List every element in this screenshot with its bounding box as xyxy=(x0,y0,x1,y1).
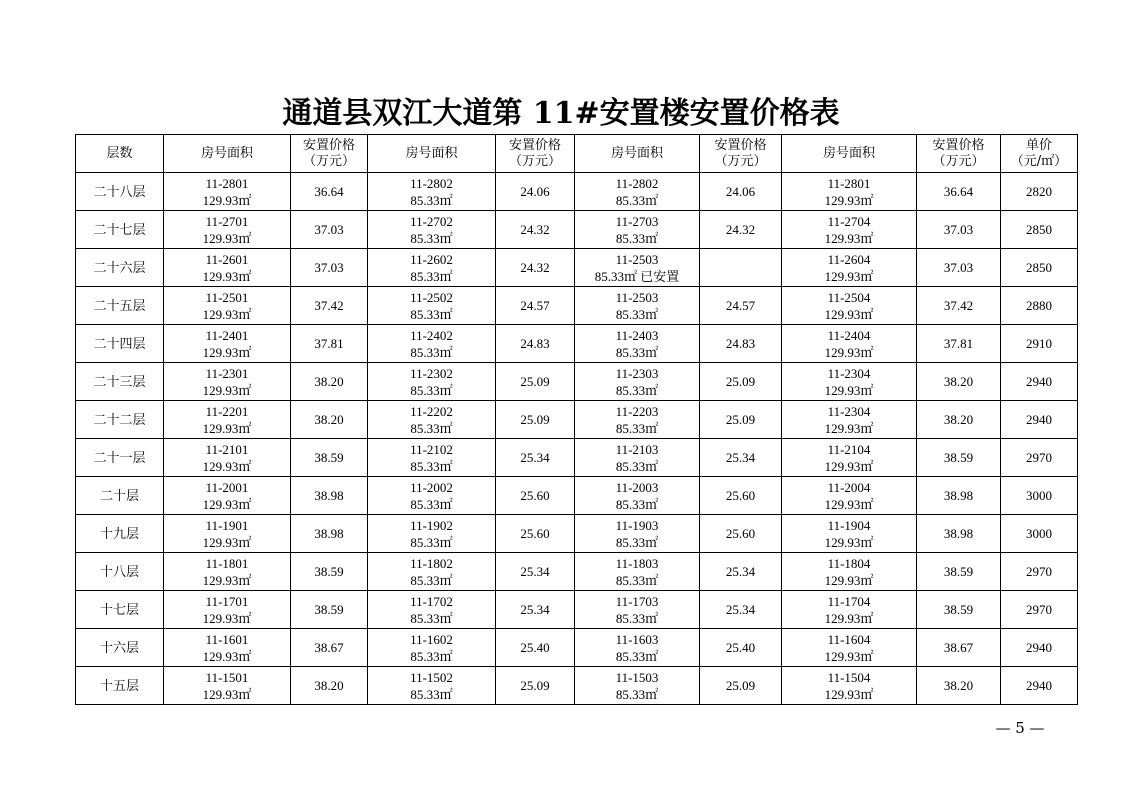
room-number: 11-1903 xyxy=(615,517,659,533)
room-area-cell xyxy=(368,249,496,287)
room-number: 11-2802 xyxy=(615,175,659,191)
room-number: 11-2301 xyxy=(205,365,249,381)
room-area: 129.93㎡ xyxy=(824,306,874,322)
room-number: 11-1601 xyxy=(205,631,249,647)
room-area: 85.33㎡ xyxy=(615,382,659,398)
price-cell: 38.20 xyxy=(917,401,1001,439)
table-row xyxy=(76,363,1078,401)
unit-price-cell: 2970 xyxy=(1001,553,1078,591)
room-number: 11-2702 xyxy=(410,213,453,229)
price-cell: 38.67 xyxy=(917,629,1001,667)
room-area: 129.93㎡ xyxy=(824,230,874,246)
price-cell: 25.34 xyxy=(496,439,575,477)
room-area-cell xyxy=(368,553,496,591)
unit-price-cell: 2940 xyxy=(1001,401,1078,439)
price-cell: 25.34 xyxy=(700,439,782,477)
room-area-cell xyxy=(164,211,291,249)
room-area-cell xyxy=(575,173,700,211)
room-area-cell xyxy=(164,363,291,401)
room-area: 129.93㎡ xyxy=(824,686,874,702)
room-area-cell xyxy=(575,629,700,667)
floor-cell: 二十四层 xyxy=(76,325,164,363)
floor-cell: 十五层 xyxy=(76,667,164,705)
room-number: 11-2704 xyxy=(827,213,871,229)
room-area: 85.33㎡ xyxy=(615,648,659,664)
room-area: 129.93㎡ xyxy=(202,420,252,436)
room-area: 129.93㎡ xyxy=(824,268,874,284)
header-price-line1: 安置价格 xyxy=(714,137,767,153)
price-cell: 24.57 xyxy=(496,287,575,325)
room-area-cell xyxy=(164,515,291,553)
room-area: 129.93㎡ xyxy=(202,686,252,702)
table-row xyxy=(76,667,1078,705)
room-area: 85.33㎡ xyxy=(410,458,453,474)
room-area: 129.93㎡ xyxy=(202,534,252,550)
unit-price-cell: 2970 xyxy=(1001,591,1078,629)
table-header-row xyxy=(76,135,1078,173)
price-cell: 24.83 xyxy=(700,325,782,363)
header-unit-line2: （元/㎡） xyxy=(1010,153,1068,169)
room-number: 11-1501 xyxy=(205,669,249,685)
header-room: 房号面积 xyxy=(368,135,496,173)
header-unit-price xyxy=(1001,135,1078,173)
header-floor: 层数 xyxy=(76,135,164,173)
room-number: 11-1603 xyxy=(615,631,659,647)
price-cell: 24.57 xyxy=(700,287,782,325)
price-cell: 38.59 xyxy=(917,591,1001,629)
room-area-cell xyxy=(368,287,496,325)
price-cell xyxy=(700,249,782,287)
room-area: 129.93㎡ xyxy=(202,496,252,512)
room-area-cell xyxy=(368,667,496,705)
room-number: 11-2304 xyxy=(827,403,871,419)
room-area: 85.33㎡ xyxy=(410,572,453,588)
price-cell: 25.34 xyxy=(496,553,575,591)
table-row xyxy=(76,553,1078,591)
room-area: 129.93㎡ xyxy=(202,610,252,626)
room-area-cell xyxy=(575,553,700,591)
price-cell: 24.83 xyxy=(496,325,575,363)
room-number: 11-2503 xyxy=(615,251,659,267)
room-area: 129.93㎡ xyxy=(824,458,874,474)
price-cell: 25.09 xyxy=(496,667,575,705)
header-room: 房号面积 xyxy=(782,135,917,173)
room-area: 85.33㎡ xyxy=(615,686,659,702)
room-number: 11-2503 xyxy=(615,289,659,305)
price-cell: 38.20 xyxy=(291,667,368,705)
table-body xyxy=(76,173,1078,705)
room-area-cell xyxy=(575,477,700,515)
room-number: 11-2801 xyxy=(827,175,871,191)
price-cell: 24.06 xyxy=(496,173,575,211)
price-cell: 38.59 xyxy=(291,439,368,477)
price-cell: 38.20 xyxy=(291,363,368,401)
table-row xyxy=(76,287,1078,325)
room-number: 11-1701 xyxy=(205,593,249,609)
price-cell: 24.32 xyxy=(496,211,575,249)
price-cell: 38.59 xyxy=(291,553,368,591)
room-area-cell xyxy=(782,477,917,515)
room-area-cell xyxy=(368,439,496,477)
price-cell: 25.60 xyxy=(700,515,782,553)
floor-cell: 十六层 xyxy=(76,629,164,667)
room-area-cell xyxy=(164,667,291,705)
room-area-cell xyxy=(782,667,917,705)
header-price xyxy=(917,135,1001,173)
room-area-cell xyxy=(164,477,291,515)
unit-price-cell: 3000 xyxy=(1001,477,1078,515)
room-area: 129.93㎡ xyxy=(202,230,252,246)
room-area: 85.33㎡ xyxy=(615,534,659,550)
price-cell: 36.64 xyxy=(291,173,368,211)
room-area-cell xyxy=(575,211,700,249)
header-price-line1: 安置价格 xyxy=(932,137,985,153)
room-area-cell xyxy=(782,173,917,211)
table-row xyxy=(76,591,1078,629)
room-area-cell xyxy=(368,363,496,401)
room-area-cell xyxy=(575,363,700,401)
room-area: 129.93㎡ xyxy=(824,534,874,550)
price-cell: 25.60 xyxy=(700,477,782,515)
room-area-cell xyxy=(575,249,700,287)
room-area-cell xyxy=(368,515,496,553)
room-area: 85.33㎡ xyxy=(410,534,453,550)
room-area-cell xyxy=(368,591,496,629)
price-cell: 37.03 xyxy=(917,211,1001,249)
room-area: 85.33㎡ xyxy=(410,268,453,284)
header-price xyxy=(496,135,575,173)
room-number: 11-2802 xyxy=(410,175,453,191)
price-cell: 25.60 xyxy=(496,515,575,553)
room-area: 85.33㎡ xyxy=(410,306,453,322)
room-area-cell xyxy=(164,173,291,211)
header-room: 房号面积 xyxy=(575,135,700,173)
table-row xyxy=(76,325,1078,363)
room-area: 129.93㎡ xyxy=(202,344,252,360)
price-cell: 24.32 xyxy=(700,211,782,249)
table-row xyxy=(76,629,1078,667)
price-cell: 25.60 xyxy=(496,477,575,515)
unit-price-cell: 2880 xyxy=(1001,287,1078,325)
room-area-cell xyxy=(164,439,291,477)
room-area: 85.33㎡ xyxy=(410,192,453,208)
room-area: 85.33㎡ xyxy=(615,230,659,246)
price-cell: 25.09 xyxy=(700,667,782,705)
price-cell: 25.40 xyxy=(700,629,782,667)
room-number: 11-2801 xyxy=(205,175,249,191)
price-cell: 37.42 xyxy=(291,287,368,325)
floor-cell: 二十五层 xyxy=(76,287,164,325)
unit-price-cell: 2940 xyxy=(1001,363,1078,401)
room-area: 129.93㎡ xyxy=(824,496,874,512)
room-area: 129.93㎡ xyxy=(202,382,252,398)
room-number: 11-1502 xyxy=(410,669,453,685)
room-area-cell xyxy=(164,287,291,325)
price-cell: 25.34 xyxy=(700,591,782,629)
room-area-cell xyxy=(782,249,917,287)
room-area-cell xyxy=(575,439,700,477)
header-price-line2: （万元） xyxy=(302,153,355,169)
room-number: 11-2501 xyxy=(205,289,249,305)
room-area-cell xyxy=(575,401,700,439)
room-area: 129.93㎡ xyxy=(824,648,874,664)
room-area: 129.93㎡ xyxy=(202,458,252,474)
unit-price-cell: 2850 xyxy=(1001,211,1078,249)
price-cell: 38.98 xyxy=(917,477,1001,515)
room-area: 85.33㎡ xyxy=(615,420,659,436)
price-cell: 38.67 xyxy=(291,629,368,667)
room-area-cell xyxy=(782,325,917,363)
room-number: 11-2703 xyxy=(615,213,659,229)
room-number: 11-2201 xyxy=(205,403,249,419)
unit-price-cell: 2940 xyxy=(1001,629,1078,667)
floor-cell: 十九层 xyxy=(76,515,164,553)
room-number: 11-1604 xyxy=(827,631,871,647)
price-cell: 24.32 xyxy=(496,249,575,287)
room-number: 11-1803 xyxy=(615,555,659,571)
room-number: 11-2103 xyxy=(615,441,659,457)
page-title: 通道县双江大道第 11#安置楼安置价格表 xyxy=(282,96,840,131)
table-row xyxy=(76,249,1078,287)
price-cell: 38.59 xyxy=(291,591,368,629)
room-area: 85.33㎡ xyxy=(410,686,453,702)
price-cell: 25.09 xyxy=(700,363,782,401)
floor-cell: 十七层 xyxy=(76,591,164,629)
room-area-cell xyxy=(782,211,917,249)
floor-cell: 二十一层 xyxy=(76,439,164,477)
price-cell: 25.09 xyxy=(496,363,575,401)
floor-cell: 二十二层 xyxy=(76,401,164,439)
floor-cell: 二十层 xyxy=(76,477,164,515)
price-cell: 25.09 xyxy=(700,401,782,439)
room-number: 11-1702 xyxy=(410,593,453,609)
room-area: 85.33㎡ xyxy=(615,344,659,360)
room-number: 11-2401 xyxy=(205,327,249,343)
room-area: 85.33㎡ xyxy=(410,344,453,360)
table-row xyxy=(76,401,1078,439)
room-area-cell xyxy=(164,401,291,439)
room-number: 11-2502 xyxy=(410,289,453,305)
room-number: 11-2001 xyxy=(205,479,249,495)
room-area-cell xyxy=(782,591,917,629)
room-area-cell xyxy=(575,667,700,705)
room-area-cell xyxy=(368,325,496,363)
room-area-cell xyxy=(782,439,917,477)
unit-price-cell: 2970 xyxy=(1001,439,1078,477)
header-price-line1: 安置价格 xyxy=(508,137,561,153)
table-row xyxy=(76,515,1078,553)
table-row xyxy=(76,439,1078,477)
header-price xyxy=(291,135,368,173)
price-cell: 38.20 xyxy=(917,363,1001,401)
price-cell: 25.09 xyxy=(496,401,575,439)
room-number: 11-2202 xyxy=(410,403,453,419)
room-area-cell xyxy=(368,401,496,439)
price-cell: 38.98 xyxy=(291,515,368,553)
price-cell: 37.03 xyxy=(291,249,368,287)
room-area: 85.33㎡ xyxy=(410,648,453,664)
room-number: 11-2101 xyxy=(205,441,249,457)
room-area: 129.93㎡ xyxy=(202,306,252,322)
room-area-cell xyxy=(782,629,917,667)
room-number: 11-2303 xyxy=(615,365,659,381)
floor-cell: 二十八层 xyxy=(76,173,164,211)
header-price-line2: （万元） xyxy=(508,153,561,169)
room-number: 11-2102 xyxy=(410,441,453,457)
floor-cell: 二十三层 xyxy=(76,363,164,401)
room-number: 11-2404 xyxy=(827,327,871,343)
unit-price-cell: 2820 xyxy=(1001,173,1078,211)
header-price-line2: （万元） xyxy=(714,153,767,169)
room-number: 11-1902 xyxy=(410,517,453,533)
price-cell: 24.06 xyxy=(700,173,782,211)
price-cell: 37.03 xyxy=(917,249,1001,287)
room-area-cell xyxy=(575,591,700,629)
table-row xyxy=(76,173,1078,211)
room-area-cell xyxy=(164,629,291,667)
price-cell: 36.64 xyxy=(917,173,1001,211)
page-number: — 5 — xyxy=(995,719,1045,737)
header-price xyxy=(700,135,782,173)
room-number: 11-2004 xyxy=(827,479,871,495)
room-area: 129.93㎡ xyxy=(202,268,252,284)
floor-cell: 十八层 xyxy=(76,553,164,591)
room-area: 85.33㎡ xyxy=(615,192,659,208)
header-room: 房号面积 xyxy=(164,135,291,173)
room-number: 11-2203 xyxy=(615,403,659,419)
room-area: 85.33㎡ xyxy=(615,610,659,626)
room-area: 85.33㎡ xyxy=(615,496,659,512)
room-number: 11-1503 xyxy=(615,669,659,685)
floor-cell: 二十七层 xyxy=(76,211,164,249)
room-area: 85.33㎡ xyxy=(615,572,659,588)
table-row xyxy=(76,477,1078,515)
room-number: 11-2002 xyxy=(410,479,453,495)
room-area: 129.93㎡ xyxy=(824,610,874,626)
unit-price-cell: 2850 xyxy=(1001,249,1078,287)
room-number: 11-2701 xyxy=(205,213,249,229)
room-number: 11-2003 xyxy=(615,479,659,495)
header-unit-line1: 单价 xyxy=(1025,137,1052,153)
room-area: 129.93㎡ xyxy=(202,648,252,664)
room-number: 11-2601 xyxy=(205,251,249,267)
room-area: 85.33㎡ xyxy=(410,610,453,626)
price-cell: 37.42 xyxy=(917,287,1001,325)
room-area-cell xyxy=(368,173,496,211)
room-area: 85.33㎡ xyxy=(410,230,453,246)
room-area-cell xyxy=(575,515,700,553)
header-price-line2: （万元） xyxy=(932,153,985,169)
price-table xyxy=(75,134,1078,705)
unit-price-cell: 2940 xyxy=(1001,667,1078,705)
price-cell: 25.40 xyxy=(496,629,575,667)
room-area: 129.93㎡ xyxy=(202,572,252,588)
room-number: 11-1804 xyxy=(827,555,871,571)
room-area: 85.33㎡ xyxy=(615,458,659,474)
room-area-cell xyxy=(368,211,496,249)
price-cell: 37.81 xyxy=(291,325,368,363)
room-area: 129.93㎡ xyxy=(824,572,874,588)
room-number: 11-1703 xyxy=(615,593,659,609)
room-number: 11-2402 xyxy=(410,327,453,343)
room-number: 11-1602 xyxy=(410,631,453,647)
room-number: 11-1704 xyxy=(827,593,871,609)
room-number: 11-1904 xyxy=(827,517,871,533)
room-number: 11-2604 xyxy=(827,251,871,267)
room-area: 85.33㎡ xyxy=(615,306,659,322)
price-cell: 25.34 xyxy=(496,591,575,629)
room-area-cell xyxy=(782,401,917,439)
room-area-cell xyxy=(782,515,917,553)
room-area-cell xyxy=(368,629,496,667)
price-cell: 38.59 xyxy=(917,439,1001,477)
floor-cell: 二十六层 xyxy=(76,249,164,287)
price-cell: 38.59 xyxy=(917,553,1001,591)
price-cell: 38.20 xyxy=(291,401,368,439)
room-area-cell xyxy=(782,553,917,591)
room-area: 129.93㎡ xyxy=(824,382,874,398)
room-number: 11-2304 xyxy=(827,365,871,381)
room-area-cell xyxy=(164,249,291,287)
price-cell: 25.34 xyxy=(700,553,782,591)
room-area-cell xyxy=(164,553,291,591)
room-area: 85.33㎡ 已安置 xyxy=(594,268,680,284)
room-area: 129.93㎡ xyxy=(202,192,252,208)
room-area: 85.33㎡ xyxy=(410,496,453,512)
price-cell: 38.98 xyxy=(291,477,368,515)
unit-price-cell: 3000 xyxy=(1001,515,1078,553)
room-number: 11-1901 xyxy=(205,517,249,533)
room-number: 11-1801 xyxy=(205,555,249,571)
room-number: 11-1802 xyxy=(410,555,453,571)
room-area-cell xyxy=(164,325,291,363)
room-number: 11-2504 xyxy=(827,289,871,305)
price-cell: 38.98 xyxy=(917,515,1001,553)
room-number: 11-1504 xyxy=(827,669,871,685)
room-area-cell xyxy=(575,287,700,325)
room-number: 11-2302 xyxy=(410,365,453,381)
room-area: 129.93㎡ xyxy=(824,344,874,360)
room-area-cell xyxy=(368,477,496,515)
room-area-cell xyxy=(575,325,700,363)
room-area-cell xyxy=(164,591,291,629)
price-cell: 38.20 xyxy=(917,667,1001,705)
room-area: 129.93㎡ xyxy=(824,192,874,208)
room-number: 11-2602 xyxy=(410,251,453,267)
unit-price-cell: 2910 xyxy=(1001,325,1078,363)
room-area-cell xyxy=(782,363,917,401)
room-number: 11-2104 xyxy=(827,441,871,457)
room-area: 85.33㎡ xyxy=(410,382,453,398)
header-price-line1: 安置价格 xyxy=(302,137,355,153)
room-area-cell xyxy=(782,287,917,325)
price-cell: 37.03 xyxy=(291,211,368,249)
room-number: 11-2403 xyxy=(615,327,659,343)
room-area: 85.33㎡ xyxy=(410,420,453,436)
table-row xyxy=(76,211,1078,249)
price-cell: 37.81 xyxy=(917,325,1001,363)
room-area: 129.93㎡ xyxy=(824,420,874,436)
